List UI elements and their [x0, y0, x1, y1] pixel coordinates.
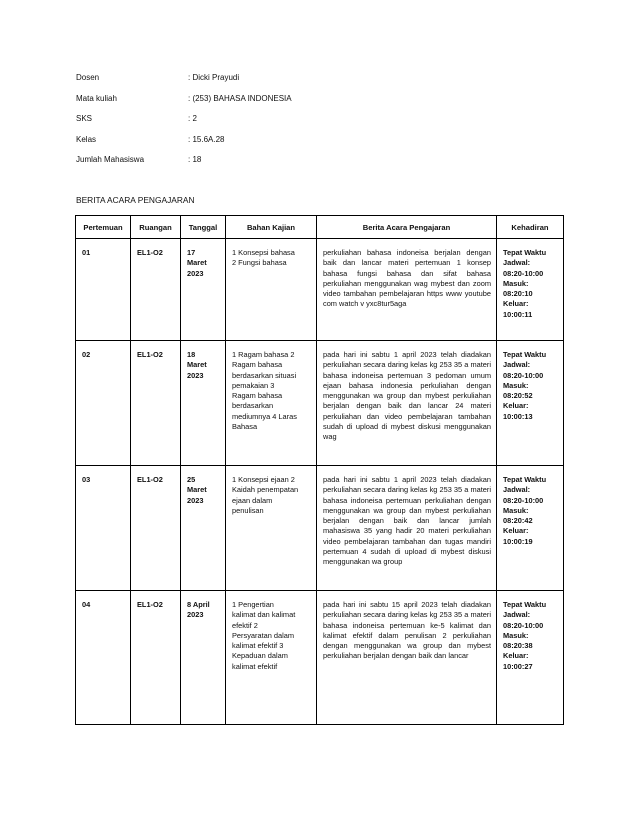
cell-berita-acara: pada hari ini sabtu 1 april 2023 telah diadakan perkuliahan secara daring kelas kg 253 35 a materi bahasa indoneisa pertemuan 3 pedoman umum ejaan bahasa indonesia perkuliahan dengan menggunakan wa group dan mybest perkuliahan berjalan dengan baik dan lancar 24 materi perkuliahan dan video pembelajaran tambahan sudah di upload di mybest diskusi menggunakan wag — [317, 341, 497, 466]
cell-berita-acara: pada hari ini sabtu 1 april 2023 telah diadakan perkuliahan secara daring kelas kg 253 35 a materi bahasa indoneisa pertemuan perkuliahan dengan menggunakan wa group dan mybest perkuliahan berjalan dengan baik dan lancar jumlah mahasiswa 35 yang hadir 20 materi perkuliahan video pembelajaran tambahan dan tugas mandiri pertemuan 4 sudah di upload di mybest diskusi menggunakan wa group — [317, 466, 497, 591]
table-header-row — [76, 216, 564, 239]
cell-kehadiran: Tepat Waktu Jadwal: 08:20-10:00 Masuk: 08:20:10 Keluar: 10:00:11 — [497, 239, 564, 341]
cell-pertemuan: 02 — [76, 341, 131, 466]
cell-berita-acara: pada hari ini sabtu 15 april 2023 telah diadakan perkuliahan secara daring kelas kg 253 35 a materi bahasa indoneisa pertemuan ke-5 kalimat dan kalimat efektif dalam penulisan 2 perkuliahan dengan menggunakan wa group dan mybest perkuliahan berjalan dengan baik dan lancar — [317, 591, 497, 725]
table-row — [76, 239, 564, 341]
cell-ruangan: EL1-O2 — [131, 239, 181, 341]
info-row-jumlah-mahasiswa — [76, 155, 292, 176]
table-row — [76, 341, 564, 466]
info-row-sks — [76, 114, 292, 135]
info-label: Kelas — [76, 134, 97, 144]
info-row-kelas — [76, 135, 292, 156]
cell-pertemuan: 04 — [76, 591, 131, 725]
cell-bahan-kajian: 1 Konsepsi ejaan 2 Kaidah penempatan ejaan dalam penulisan — [226, 466, 317, 591]
cell-pertemuan: 01 — [76, 239, 131, 341]
cell-ruangan: EL1-O2 — [131, 591, 181, 725]
info-label: Jumlah Mahasiswa — [76, 155, 145, 165]
info-label: Mata kuliah — [76, 93, 117, 103]
table-row — [76, 591, 564, 725]
cell-kehadiran: Tepat Waktu Jadwal: 08:20-10:00 Masuk: 08:20:42 Keluar: 10:00:19 — [497, 466, 564, 591]
cell-ruangan: EL1-O2 — [131, 341, 181, 466]
info-label: Dosen — [76, 73, 100, 82]
info-value: : 2 — [188, 114, 197, 124]
column-header-tanggal: Tanggal — [181, 216, 226, 239]
column-header-pertemuan: Pertemuan — [76, 216, 131, 239]
cell-bahan-kajian: 1 Pengertian kalimat dan kalimat efektif 2 Persyaratan dalam kalimat efektif 3 Kepaduan dalam kalimat efektif — [226, 591, 317, 725]
table-row — [76, 466, 564, 591]
cell-kehadiran: Tepat Waktu Jadwal: 08:20-10:00 Masuk: 08:20:38 Keluar: 10:00:27 — [497, 591, 564, 725]
cell-ruangan: EL1-O2 — [131, 466, 181, 591]
cell-tanggal: 18 Maret 2023 — [181, 341, 226, 466]
column-header-ruangan: Ruangan — [131, 216, 181, 239]
info-value: : (253) BAHASA INDONESIA — [188, 93, 292, 103]
cell-berita-acara: perkuliahan bahasa indoneisa berjalan dengan baik dan lancar materi pertemuan 1 konsep bahasa fungsi bahasa dan sifat bahasa perkuliahan menggunakan wag mybest dan zoom video tambahan pembelajaran https www youtube com watch v yxc8tur5aga — [317, 239, 497, 341]
cell-bahan-kajian: 1 Konsepsi bahasa 2 Fungsi bahasa — [226, 239, 317, 341]
info-label: SKS — [76, 114, 93, 124]
cell-kehadiran: Tepat Waktu Jadwal: 08:20-10:00 Masuk: 08:20:52 Keluar: 10:00:13 — [497, 341, 564, 466]
info-value: : 18 — [188, 155, 202, 165]
info-value: : Dicki Prayudi — [188, 73, 240, 82]
teaching-record-table — [75, 215, 564, 725]
cell-bahan-kajian: 1 Ragam bahasa 2 Ragam bahasa berdasarkan situasi pemakaian 3 Ragam bahasa berdasarkan mediumnya 4 Laras Bahasa — [226, 341, 317, 466]
column-header-kehadiran: Kehadiran — [497, 216, 564, 239]
cell-tanggal: 25 Maret 2023 — [181, 466, 226, 591]
cell-tanggal: 17 Maret 2023 — [181, 239, 226, 341]
column-header-berita-acara: Berita Acara Pengajaran — [317, 216, 497, 239]
column-header-bahan-kajian: Bahan Kajian — [226, 216, 317, 239]
info-row-mata-kuliah — [76, 94, 292, 115]
cell-tanggal: 8 April 2023 — [181, 591, 226, 725]
document-title: BERITA ACARA PENGAJARAN — [76, 195, 195, 205]
cell-pertemuan: 03 — [76, 466, 131, 591]
info-row-dosen — [76, 73, 292, 94]
course-info — [76, 73, 292, 176]
info-value: : 15.6A.28 — [188, 134, 225, 144]
